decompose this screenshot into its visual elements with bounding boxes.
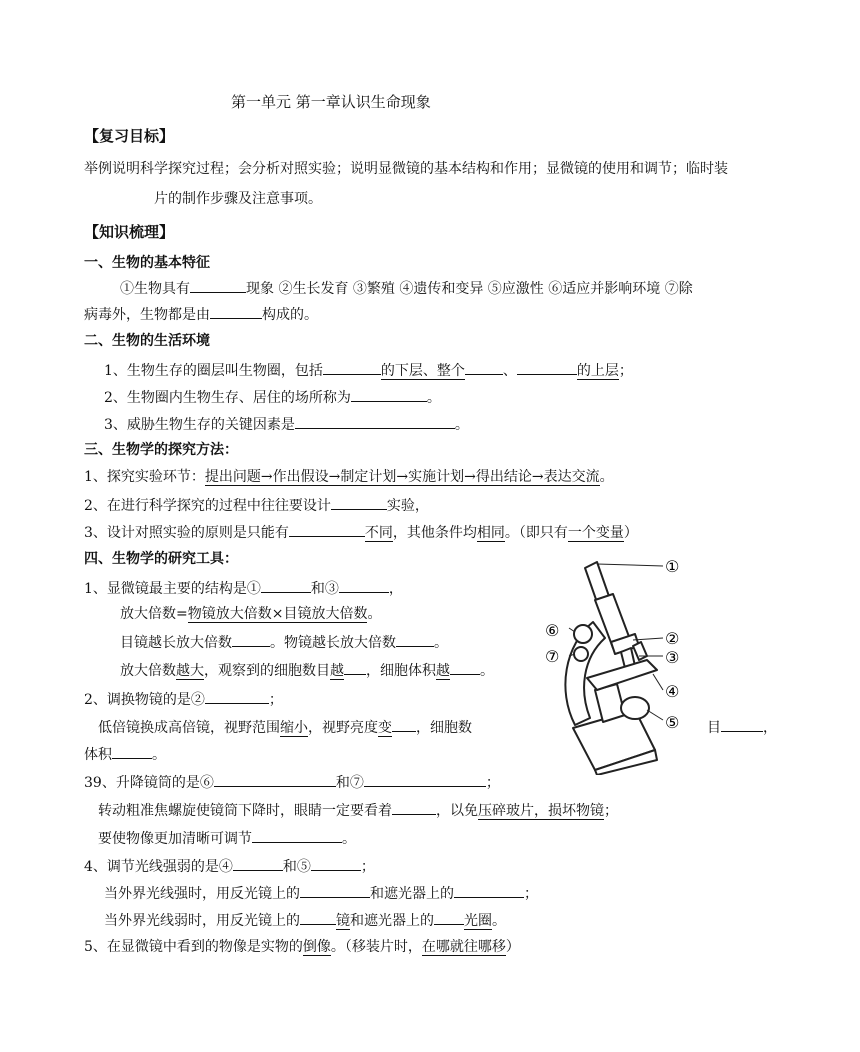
page-title: 第一单元 第一章认识生命现象	[231, 93, 431, 111]
text: ）	[623, 525, 638, 541]
text: 的上层	[576, 363, 619, 379]
text: 相同	[476, 525, 505, 541]
review-heading: 【复习目标】	[84, 127, 175, 145]
leader-line-4	[653, 674, 663, 690]
s2-line3	[104, 413, 469, 435]
s4-line12	[104, 882, 538, 904]
section4-heading: 四、生物学的研究工具：	[84, 551, 238, 567]
text: 低倍镜换成高倍镜，视野范围	[98, 720, 280, 736]
text: ；	[268, 692, 283, 708]
text: 压碎玻片，损坏物镜	[478, 803, 604, 819]
text: ①生物具有	[120, 281, 190, 297]
text: ，观察到的细胞数目	[204, 663, 330, 679]
text: 2、生物圈内生物生存、居住的场所称为	[104, 390, 351, 406]
label-5: ⑤	[665, 713, 680, 732]
text: 提出问题→作出假设→制定计划→实施计划→得出结论→表达交流	[204, 469, 600, 485]
s4-line5	[84, 688, 283, 710]
blank	[214, 771, 336, 787]
text: 越	[436, 663, 450, 679]
blank	[323, 359, 381, 375]
blank	[434, 909, 464, 925]
blank	[721, 716, 763, 732]
s4-line9	[98, 799, 618, 821]
text: 当外界光线弱时，用反光镜上的	[104, 913, 300, 929]
text: 和遮光器上的	[350, 913, 434, 929]
s4-line13	[104, 909, 506, 931]
text: ，其他条件均	[392, 525, 477, 541]
text: 和遮光器上的	[370, 886, 454, 902]
stage	[587, 660, 657, 690]
blank	[190, 277, 246, 293]
text: 、	[502, 363, 517, 379]
s4-line4	[120, 659, 494, 681]
text: ；	[604, 803, 618, 819]
text: ；	[485, 775, 500, 791]
text: 。	[426, 390, 441, 406]
blank	[205, 688, 269, 704]
text: ；	[360, 859, 375, 875]
blank	[300, 882, 370, 898]
leader-line-5	[647, 710, 663, 720]
text: 变	[378, 720, 392, 736]
text: 镜	[336, 913, 350, 929]
blank	[344, 659, 366, 675]
text: 实验，	[386, 498, 429, 514]
review-text-line1: 举例说明科学探究过程；会分析对照实验；说明显微镜的基本结构和作用；显微镜的使用和调节；临时装	[84, 161, 728, 177]
label-6: ⑥	[545, 621, 560, 640]
s4-line8	[84, 771, 500, 793]
text: 。	[599, 469, 614, 485]
blank	[454, 882, 524, 898]
blank	[210, 303, 262, 319]
label-3: ③	[665, 648, 680, 667]
s3-line3	[84, 521, 638, 543]
knowledge-heading: 【知识梳理】	[84, 223, 175, 241]
section1-heading: 一、生物的基本特征	[84, 255, 210, 271]
coarse-focus-knob	[574, 625, 592, 643]
objective-lens-2	[633, 642, 647, 660]
text: ）	[505, 939, 520, 955]
text: 39、升降镜筒的是⑥	[84, 775, 214, 791]
text: 病毒外，生物都是由	[84, 307, 210, 323]
blank	[261, 577, 311, 593]
text: 和⑤	[282, 859, 311, 875]
text: 在哪就往哪移	[421, 939, 506, 955]
text: ；	[524, 886, 538, 902]
text: 。（即只有	[504, 525, 568, 541]
text: 5、在显微镜中看到的物像是实物的	[84, 939, 303, 955]
blank	[392, 716, 416, 732]
s4-line10	[98, 827, 356, 849]
section2-heading: 二、生物的生活环境	[84, 333, 210, 349]
blank	[465, 359, 503, 375]
text: ，	[763, 720, 777, 736]
blank	[311, 855, 361, 871]
text: 要使物像更加清晰可调节	[98, 831, 252, 847]
text: 目镜越长放大倍数	[120, 635, 232, 651]
text: 倒像	[302, 939, 331, 955]
text: 。	[152, 747, 166, 763]
s4-line1	[84, 577, 403, 599]
s4-line3	[120, 631, 448, 653]
s3-line2	[84, 494, 429, 516]
label-1: ①	[665, 557, 680, 576]
text: ；	[618, 363, 633, 379]
blank	[295, 413, 455, 429]
text: 体积	[84, 747, 112, 763]
text: 。	[480, 663, 494, 679]
text: 。	[367, 606, 382, 622]
text: 的下层	[380, 363, 423, 379]
label-4: ④	[665, 682, 680, 701]
text: 构成的。	[262, 307, 318, 323]
text: 越	[330, 663, 344, 679]
blank	[331, 494, 387, 510]
label-7: ⑦	[545, 647, 560, 666]
blank	[396, 631, 434, 647]
label-2: ②	[665, 629, 680, 648]
section3-heading: 三、生物学的探究方法：	[84, 442, 238, 458]
s4-line6	[98, 716, 472, 738]
blank	[252, 827, 342, 843]
blank	[450, 659, 480, 675]
text: 1、生物生存的圈层叫生物圈，包括	[104, 363, 323, 379]
text: 和⑦	[335, 775, 364, 791]
microscope-diagram	[535, 550, 695, 775]
blank	[339, 577, 389, 593]
s1-line1	[120, 277, 693, 299]
text: 。（移装片时，	[330, 939, 422, 955]
text: 放大倍数=	[120, 606, 188, 622]
mirror	[621, 697, 649, 719]
text: 。	[492, 913, 506, 929]
text: 一个变量	[567, 525, 624, 541]
text: 目	[707, 720, 721, 736]
blank	[233, 855, 283, 871]
text: 1、探究实验环节：	[84, 469, 205, 485]
s1-line2	[84, 303, 318, 325]
text: 不同	[364, 525, 393, 541]
blank	[300, 909, 336, 925]
text: 放大倍数	[120, 663, 176, 679]
text: 4、调节光线强弱的是④	[84, 859, 233, 875]
blank	[232, 631, 270, 647]
s4-line7	[84, 743, 166, 765]
text: 1、显微镜最主要的结构是①	[84, 581, 261, 597]
s4-line2	[120, 604, 381, 624]
text: 。	[434, 635, 448, 651]
text: 转动粗准焦螺旋使镜筒下降时，眼睛一定要看着	[98, 803, 392, 819]
text: 缩小	[280, 720, 308, 736]
text: 当外界光线强时，用反光镜上的	[104, 886, 300, 902]
text: ，以免	[436, 803, 478, 819]
s2-line1	[104, 359, 633, 381]
text: 光圈	[464, 913, 492, 929]
blank	[517, 359, 577, 375]
text: 。物镜越长放大倍数	[270, 635, 396, 651]
blank	[351, 386, 427, 402]
text: 2、调换物镜的是②	[84, 692, 205, 708]
s4-line14	[84, 937, 520, 957]
review-text-line2: 片的制作步骤及注意事项。	[154, 191, 322, 207]
text: 3、设计对照实验的原则是只能有	[84, 525, 289, 541]
text: 。	[342, 831, 356, 847]
leader-line-1	[597, 564, 663, 566]
text: ，细胞体积	[366, 663, 436, 679]
s4-line11	[84, 855, 375, 877]
text: 3、威胁生物生存的关键因素是	[104, 417, 295, 433]
text: 现象 ②生长发育 ③繁殖 ④遗传和变异 ⑤应激性 ⑥适应并影响环境 ⑦除	[246, 281, 693, 297]
blank	[112, 743, 152, 759]
fine-focus-knob	[574, 647, 588, 661]
s2-line2	[104, 386, 441, 408]
blank	[364, 771, 486, 787]
s3-line1	[84, 467, 614, 487]
text: 和③	[310, 581, 339, 597]
text: 、整个	[422, 363, 465, 379]
blank	[289, 521, 365, 537]
blank	[392, 799, 436, 815]
text: ，	[388, 581, 403, 597]
s4-line6-right	[707, 716, 777, 738]
text: 2、在进行科学探究的过程中往往要设计	[84, 498, 331, 514]
text: 物镜放大倍数×目镜放大倍数	[187, 606, 368, 622]
text: 越大	[176, 663, 204, 679]
text: 。	[454, 417, 469, 433]
text: ，视野亮度	[308, 720, 378, 736]
text: ，细胞数	[416, 720, 472, 736]
